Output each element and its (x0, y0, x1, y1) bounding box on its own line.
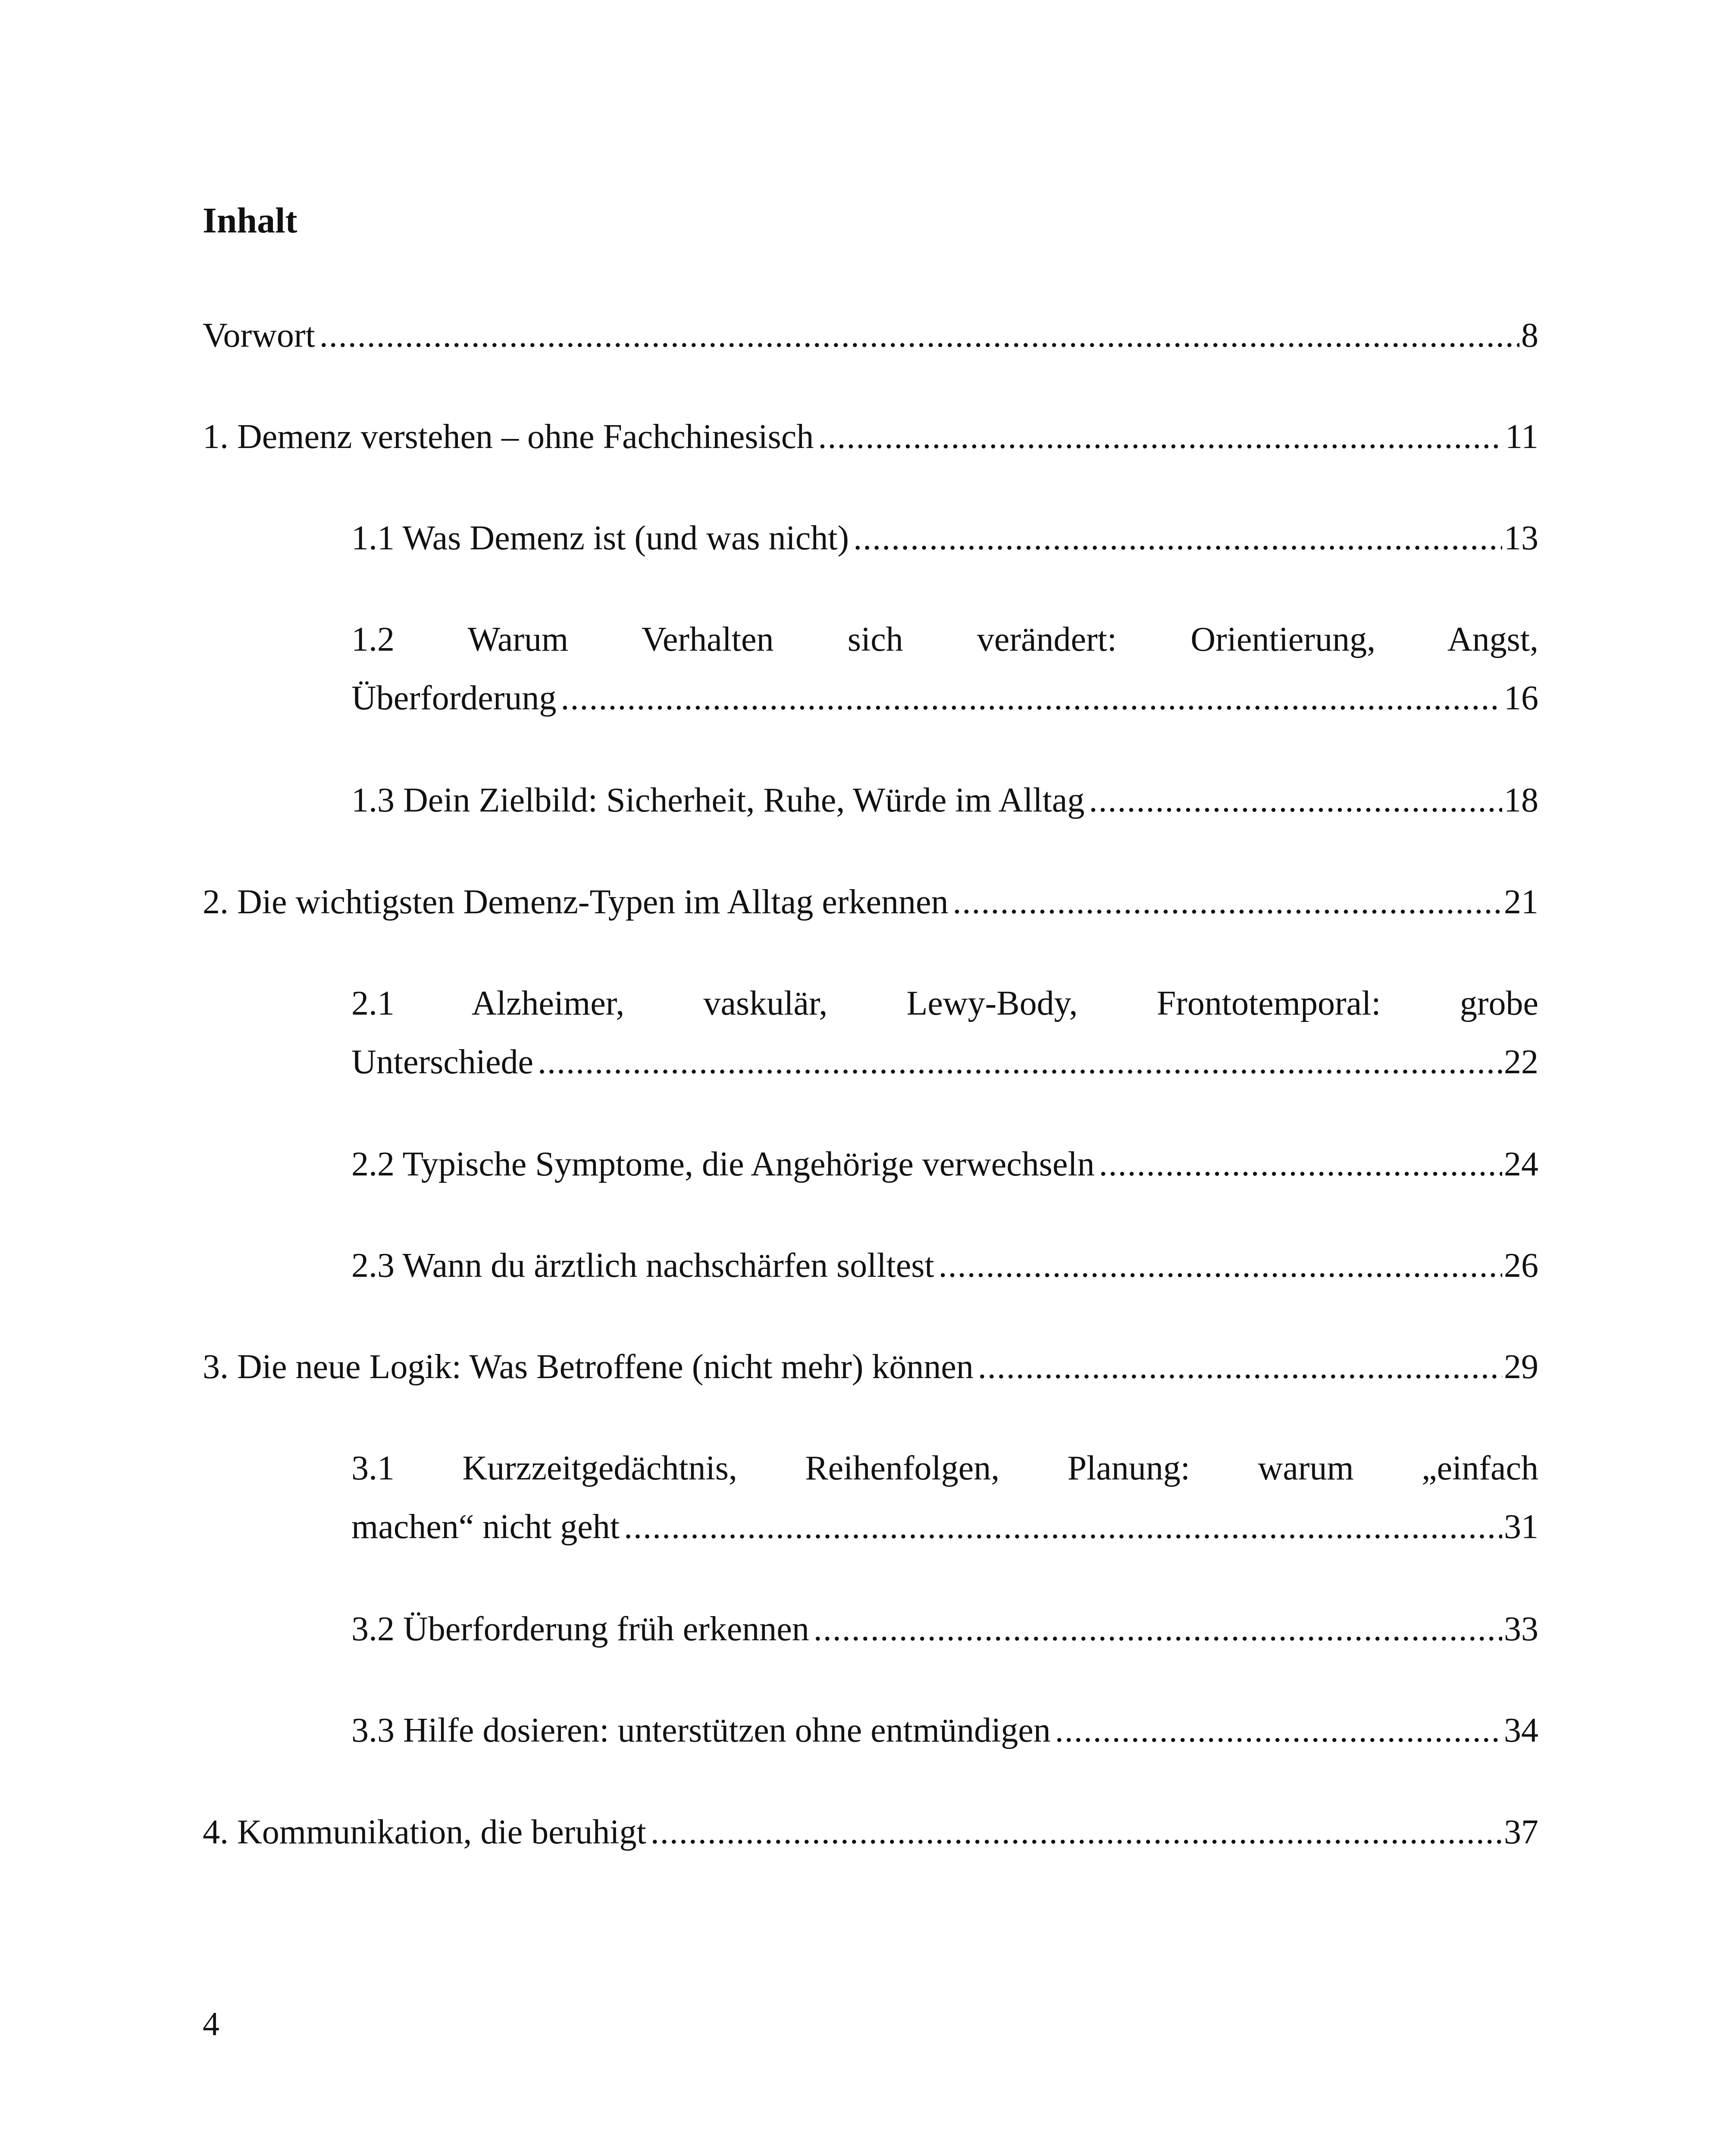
toc-entry-section-3-3[interactable] (351, 1701, 1538, 1760)
toc-entry-section-1-3[interactable] (351, 771, 1538, 830)
dot-leader (1099, 1135, 1502, 1194)
toc-entry-chapter-2[interactable] (203, 873, 1538, 931)
dot-leader (939, 1236, 1502, 1295)
dot-leader (1055, 1701, 1502, 1760)
dot-leader (853, 509, 1502, 567)
toc-page-number: 11 (1505, 418, 1538, 456)
toc-entry-title: 2.3 Wann du ärztlich nachschärfen solltest (351, 1247, 934, 1285)
toc-entry-section-1-1[interactable] (351, 509, 1538, 567)
toc-heading: Inhalt (203, 201, 298, 241)
toc-entry-chapter-1[interactable] (203, 407, 1538, 466)
toc-entry-chapter-4[interactable] (203, 1803, 1538, 1861)
toc-page-number: 16 (1504, 679, 1538, 717)
toc-page-number: 21 (1504, 883, 1538, 921)
toc-entry-title: 1. Demenz verstehen – ohne Fachchinesisch (203, 418, 814, 456)
toc-page-number: 24 (1504, 1145, 1538, 1183)
toc-entry-title-line2: Unterschiede (351, 1043, 534, 1081)
toc-page-number: 22 (1504, 1043, 1538, 1081)
toc-entry-title: 1.1 Was Demenz ist (und was nicht) (351, 519, 849, 557)
toc-entry-section-1-2[interactable] (351, 610, 1538, 727)
toc-entry-title-line2: Überforderung (351, 679, 557, 717)
toc-entry-title-line2: machen“ nicht geht (351, 1508, 620, 1546)
toc-page-number: 29 (1504, 1348, 1538, 1386)
toc-page-number: 26 (1504, 1247, 1538, 1285)
toc-page-number: 31 (1504, 1508, 1538, 1546)
dot-leader (952, 873, 1502, 931)
toc-entry-title: 4. Kommunikation, die beruhigt (203, 1813, 646, 1851)
toc-entry-title: 2.2 Typische Symptome, die Angehörige verwechseln (351, 1145, 1095, 1183)
toc-entry-title: 1.3 Dein Zielbild: Sicherheit, Ruhe, Würde im Alltag (351, 781, 1085, 819)
toc-entry-section-2-3[interactable] (351, 1236, 1538, 1295)
dot-leader (651, 1803, 1502, 1861)
toc-entry-section-3-2[interactable] (351, 1600, 1538, 1658)
dot-leader (978, 1338, 1502, 1396)
dot-leader (624, 1498, 1502, 1556)
toc-entry-section-2-1[interactable] (351, 974, 1538, 1091)
page-number: 4 (203, 2005, 219, 2043)
toc-entry-title: 3.2 Überforderung früh erkennen (351, 1610, 809, 1648)
toc-page-number: 33 (1504, 1610, 1538, 1648)
dot-leader (818, 407, 1503, 466)
toc-entry-chapter-3[interactable] (203, 1338, 1538, 1396)
toc-entry-section-3-1[interactable] (351, 1439, 1538, 1556)
dot-leader (561, 669, 1502, 727)
dot-leader (1089, 771, 1502, 830)
toc-page-number: 34 (1504, 1711, 1538, 1749)
toc-page-number: 37 (1504, 1813, 1538, 1851)
dot-leader (814, 1600, 1502, 1658)
toc-page-number: 13 (1504, 519, 1538, 557)
toc-entry-vorwort[interactable] (203, 306, 1538, 365)
toc-entry-title: 3. Die neue Logik: Was Betroffene (nicht mehr) können (203, 1348, 974, 1386)
toc-page-number: 8 (1521, 317, 1538, 354)
toc-entry-section-2-2[interactable] (351, 1135, 1538, 1194)
toc-entry-title: 2. Die wichtigsten Demenz-Typen im Alltag erkennen (203, 883, 949, 921)
toc-entry-title-line1: 3.1 Kurzzeitgedächtnis, Reihenfolgen, Planung: warum „einfach (351, 1449, 1538, 1487)
dot-leader (538, 1033, 1502, 1091)
toc-page-number: 18 (1504, 781, 1538, 819)
toc-entry-title-line1: 1.2 Warum Verhalten sich verändert: Orientierung, Angst, (351, 620, 1538, 658)
toc-entry-title: Vorwort (203, 317, 315, 354)
toc-entry-title-line1: 2.1 Alzheimer, vaskulär, Lewy-Body, Frontotemporal: grobe (351, 984, 1538, 1022)
toc-entry-title: 3.3 Hilfe dosieren: unterstützen ohne entmündigen (351, 1711, 1051, 1749)
dot-leader (319, 306, 1519, 365)
